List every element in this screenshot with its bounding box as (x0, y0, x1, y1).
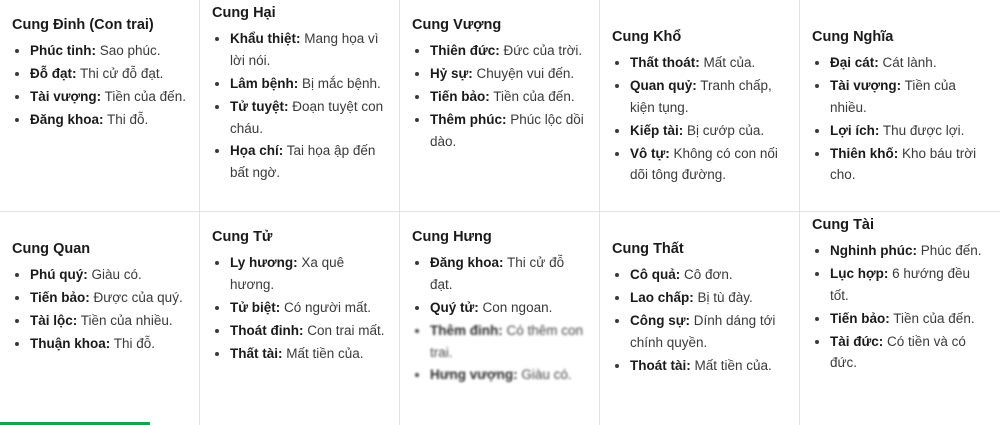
term-description: Bị tù đày. (693, 289, 753, 305)
table-cell (200, 212, 400, 425)
term-label: Đại cát: (830, 55, 879, 71)
list-item (430, 297, 589, 319)
term-description: Thu được lợi. (879, 122, 965, 138)
table-cell (400, 212, 600, 425)
cell-title: Cung Khổ (612, 29, 682, 45)
list-item (230, 297, 389, 319)
term-label: Cô quả: (630, 267, 681, 283)
table-cell (200, 0, 400, 212)
term-label: Tiến bảo: (830, 310, 890, 326)
term-list (812, 52, 990, 186)
table-cell (0, 0, 200, 212)
list-item (30, 109, 189, 131)
term-description: Phúc đến. (916, 243, 982, 259)
list-item (830, 120, 990, 142)
term-label: Vô tự: (630, 145, 670, 161)
cell-title: Cung Hại (212, 5, 276, 21)
term-label: Thiên đức: (430, 43, 500, 59)
term-label: Tử tuyệt: (230, 98, 289, 114)
list-item (230, 320, 389, 342)
term-description: Con ngoan. (478, 299, 553, 315)
term-description: Cát lành. (878, 55, 937, 71)
list-item (430, 63, 589, 85)
list-item (430, 109, 589, 153)
term-description: Cô đơn. (680, 267, 733, 283)
term-label: Tài đức: (830, 333, 884, 349)
term-description: Được của quý. (89, 289, 183, 305)
table-cell (600, 212, 800, 425)
term-description: Thi cử đỗ đạt. (76, 65, 164, 81)
term-label: Đỗ đạt: (30, 65, 77, 81)
term-description: Bị mắc bệnh. (298, 75, 381, 91)
term-label: Ly hương: (230, 255, 298, 271)
term-label: Phúc tinh: (30, 43, 96, 59)
term-description: Đức của trời. (499, 43, 583, 59)
term-description: Tiền của nhiều. (77, 312, 173, 328)
list-item (30, 40, 189, 62)
term-list (412, 40, 589, 152)
term-description: Giàu có. (87, 267, 142, 283)
term-description: Tranh chấp, kiện tụng. (630, 77, 772, 115)
list-item (430, 320, 589, 364)
list-item (30, 63, 189, 85)
list-item (30, 310, 189, 332)
list-item (830, 263, 990, 307)
list-item (230, 96, 389, 140)
term-description: Con trai mất. (303, 322, 385, 338)
term-list (12, 264, 189, 354)
list-item (430, 252, 589, 296)
term-description: 6 hướng đều tốt. (830, 265, 971, 303)
list-item (230, 73, 389, 95)
term-label: Tài lộc: (30, 312, 78, 328)
table-cell (600, 0, 800, 212)
term-label: Lợi ích: (830, 122, 880, 138)
table-cell (800, 0, 1000, 212)
term-description: Tiền của nhiều. (830, 77, 956, 115)
list-item (230, 140, 389, 184)
list-item (230, 343, 389, 365)
list-item (230, 28, 389, 72)
term-label: Hỷ sự: (430, 65, 473, 81)
term-description: Đoạn tuyệt con cháu. (230, 98, 384, 136)
term-label: Thoát đinh: (230, 322, 304, 338)
term-label: Thêm phúc: (430, 111, 507, 127)
term-description: Giàu có. (517, 367, 572, 383)
term-description: Thi đỗ. (103, 111, 149, 127)
list-item (30, 287, 189, 309)
term-label: Tài vượng: (830, 77, 902, 93)
term-label: Tiến bảo: (430, 88, 490, 104)
term-description: Có người mất. (280, 299, 371, 315)
term-list (212, 28, 389, 184)
term-list (812, 240, 990, 374)
list-item (830, 52, 990, 74)
list-item (630, 75, 789, 119)
list-item (630, 264, 789, 286)
list-item (630, 310, 789, 354)
term-label: Tiến bảo: (30, 289, 90, 305)
term-label: Thoát tài: (630, 357, 691, 373)
term-label: Nghinh phúc: (830, 243, 917, 259)
list-item (630, 287, 789, 309)
term-description: Có tiền và có đức. (830, 333, 966, 371)
list-item (430, 364, 589, 386)
term-label: Thất thoát: (630, 55, 700, 71)
cell-title: Cung Thất (612, 241, 684, 257)
term-list (212, 252, 389, 364)
term-list (412, 252, 589, 386)
list-item (30, 264, 189, 286)
term-description: Tiền của đến. (101, 88, 186, 104)
term-label: Đăng khoa: (430, 255, 504, 271)
cell-title: Cung Vượng (412, 17, 502, 33)
term-label: Quý tử: (430, 299, 479, 315)
list-item (30, 86, 189, 108)
term-list (12, 40, 189, 130)
term-description: Có thêm con trai. (430, 322, 584, 360)
cell-title: Cung Tài (812, 217, 875, 233)
list-item (830, 75, 990, 119)
term-list (612, 264, 789, 376)
list-item (830, 240, 990, 262)
term-label: Thêm đinh: (430, 322, 503, 338)
term-label: Tài vượng: (30, 88, 102, 104)
cell-title: Cung Tử (212, 229, 273, 245)
cell-title: Cung Nghĩa (812, 29, 894, 45)
term-label: Kiếp tài: (630, 122, 684, 138)
term-label: Đăng khoa: (30, 111, 104, 127)
term-label: Họa chí: (230, 143, 284, 159)
term-label: Lục hợp: (830, 265, 889, 281)
term-description: Chuyện vui đến. (472, 65, 575, 81)
term-description: Mất của. (699, 55, 756, 71)
list-item (630, 143, 789, 187)
term-label: Tử biệt: (230, 299, 281, 315)
term-description: Mang họa vì lời nói. (230, 31, 379, 68)
term-label: Thiên khố: (830, 145, 899, 161)
list-item (30, 333, 189, 355)
table-cell (800, 212, 1000, 425)
term-description: Dính dáng tới chính quyền. (630, 312, 776, 350)
term-label: Phú quý: (30, 267, 88, 283)
term-description: Tiền của đến. (889, 310, 975, 326)
table-cell (400, 0, 600, 212)
list-item (430, 86, 589, 108)
cell-title: Cung Quan (12, 241, 91, 257)
term-description: Không có con nối dõi tông đường. (630, 145, 778, 183)
term-description: Xa quê hương. (230, 255, 345, 292)
term-description: Phúc lộc dồi dào. (430, 111, 584, 149)
list-item (630, 52, 789, 74)
term-description: Tai họa ập đến bất ngờ. (230, 143, 376, 181)
cell-title: Cung Đinh (Con trai) (12, 17, 154, 33)
table-cell (0, 212, 200, 425)
term-description: Mất tiền của. (282, 345, 364, 361)
term-label: Công sự: (630, 312, 691, 328)
term-label: Lâm bệnh: (230, 75, 299, 91)
list-item (230, 252, 389, 296)
list-item (630, 355, 789, 377)
term-description: Thi đỗ. (110, 335, 156, 351)
list-item (830, 143, 990, 187)
term-description: Kho báu trời cho. (830, 145, 977, 183)
list-item (830, 331, 990, 375)
list-item (830, 308, 990, 330)
term-label: Hưng vượng: (430, 367, 518, 383)
term-list (612, 52, 789, 186)
term-description: Mất tiền của. (690, 357, 772, 373)
list-item (630, 120, 789, 142)
cell-title: Cung Hưng (412, 229, 492, 245)
term-label: Lao chấp: (630, 289, 694, 305)
term-label: Thất tài: (230, 345, 283, 361)
term-label: Khẩu thiệt: (230, 31, 301, 47)
term-label: Thuận khoa: (30, 335, 111, 351)
term-description: Thi cử đỗ đạt. (430, 255, 565, 292)
term-description: Bị cướp của. (683, 122, 765, 138)
term-description: Tiền của đến. (489, 88, 575, 104)
list-item (430, 40, 589, 62)
term-description: Sao phúc. (96, 43, 161, 59)
term-label: Quan quỷ: (630, 77, 697, 93)
